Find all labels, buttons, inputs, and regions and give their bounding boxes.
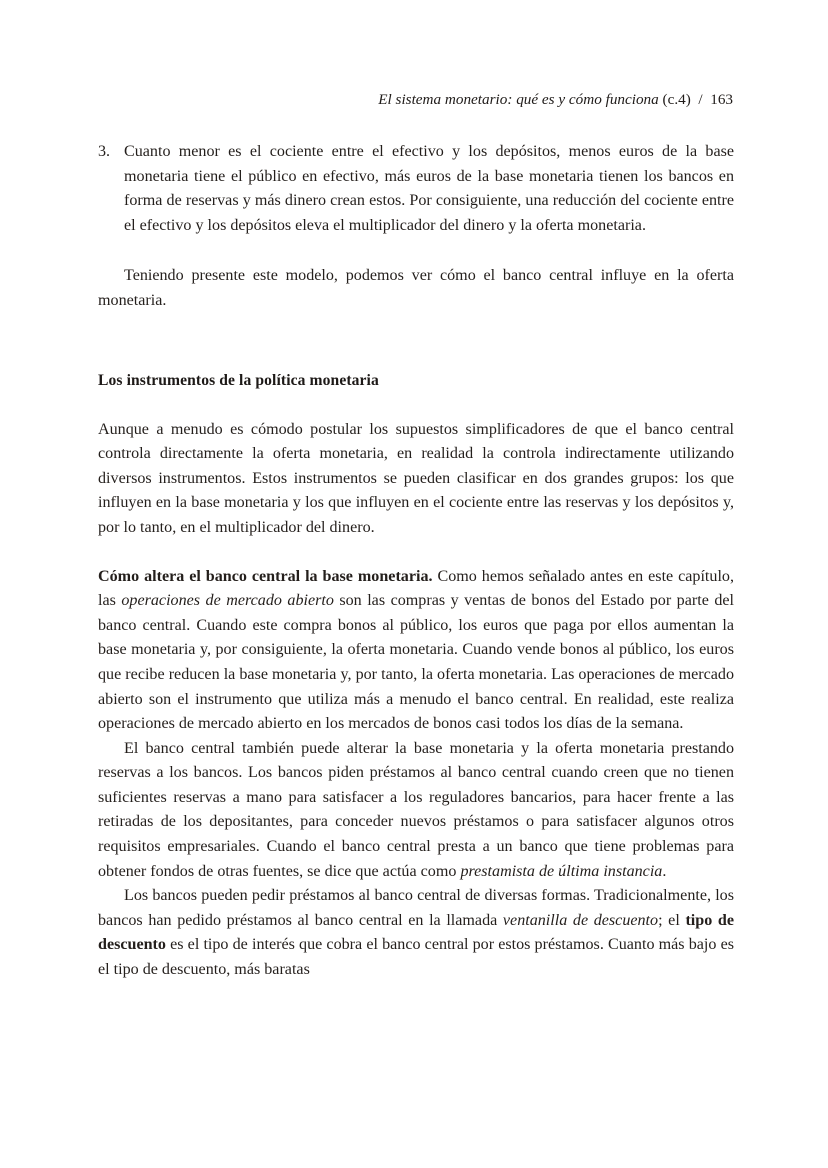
section-heading: Los instrumentos de la política monetaria: [98, 371, 379, 389]
runin-heading-bold: Cómo altera el banco central la base monetaria.: [98, 567, 433, 585]
runin-text-part-1: Como hemos señalado antes en este capítulo, las: [98, 567, 734, 610]
discount-text-part-2: ; el: [658, 911, 686, 929]
running-header-title: El sistema monetario: qué es y cómo funciona: [378, 91, 659, 108]
paragraph-lender-of-last-resort: [98, 737, 734, 885]
discount-text-part-1: Los bancos pueden pedir préstamos al banco central de diversas formas. Tradicionalmente, los bancos han pedido préstamos al banco central en la llamada: [98, 887, 734, 929]
italic-term-discount-window: ventanilla de descuento: [502, 911, 659, 929]
paragraph-after-list: Teniendo presente este modelo, podemos ver cómo el banco central influye en la oferta monetaria.: [98, 267, 734, 309]
list-item-marker: 3.: [98, 143, 111, 160]
italic-term-open-market: operaciones de mercado abierto: [121, 592, 334, 610]
paragraph-discount-window: [98, 884, 734, 982]
numbered-list-item-3: [98, 140, 734, 238]
running-header-chapter: (c.4): [662, 91, 691, 108]
bold-term-discount-rate: tipo de descuento: [98, 911, 734, 954]
lender-text-part-1: El banco central también puede alterar la base monetaria y la oferta monetaria prestando reservas a los bancos. Los bancos piden préstamos al banco central cuando creen que no tienen suficientes reservas a mano para satisfacer a los reguladores bancarios, para hacer frente a las retiradas de los depositantes, para conceder nuevos préstamos o para satisfacer algunos otros requisitos empresariales. Cuando el banco central presta a un banco que tiene problemas para obtener fondos de otras fuentes, se dice que actúa como: [98, 739, 734, 880]
paragraph-intro: Aunque a menudo es cómodo postular los supuestos simplificadores de que el banco central controla directamente la oferta monetaria, en realidad la controla indirectamente utilizando diversos instrumentos. Estos instrumentos se pueden clasificar en dos grandes grupos: los que influyen en la base monetaria y los que influyen en el cociente entre las reservas y los depósitos y, por lo tanto, en el multiplicador del dinero.: [98, 420, 734, 536]
italic-term-lender-of-last-resort: prestamista de última instancia: [460, 862, 663, 880]
running-header-separator: /: [698, 91, 703, 108]
list-item-text: Cuanto menor es el cociente entre el efectivo y los depósitos, menos euros de la base monetaria tiene el público en efectivo, más euros de la base monetaria tienen los bancos en forma de reservas y más dinero crean estos. Por consiguiente, una reducción del cociente entre el efectivo y los depósitos eleva el multiplicador del dinero y la oferta monetaria.: [124, 143, 734, 234]
runin-text-part-2: son las compras y ventas de bonos del Estado por parte del banco central. Cuando este compra bonos al público, los euros que paga por ellos aumentan la base monetaria y, por consiguiente, la oferta monetaria. Cuando vende bonos al público, los euros que recibe reducen la base monetaria y, por tanto, la oferta monetaria. Las operaciones de mercado abierto son el instrumento que utiliza más a menudo el banco central. En realidad, este realiza operaciones de mercado abierto en los mercados de bonos casi todos los días de la semana.: [98, 592, 734, 733]
text-column: [98, 140, 734, 983]
paragraph-open-market-operations: [98, 565, 734, 737]
running-header-page-number: 163: [710, 91, 733, 108]
running-header: [98, 90, 733, 110]
discount-text-part-3: es el tipo de interés que cobra el banco central por estos préstamos. Cuanto más bajo es el tipo de descuento, más baratas: [98, 936, 734, 979]
lender-text-part-2: .: [662, 862, 667, 880]
